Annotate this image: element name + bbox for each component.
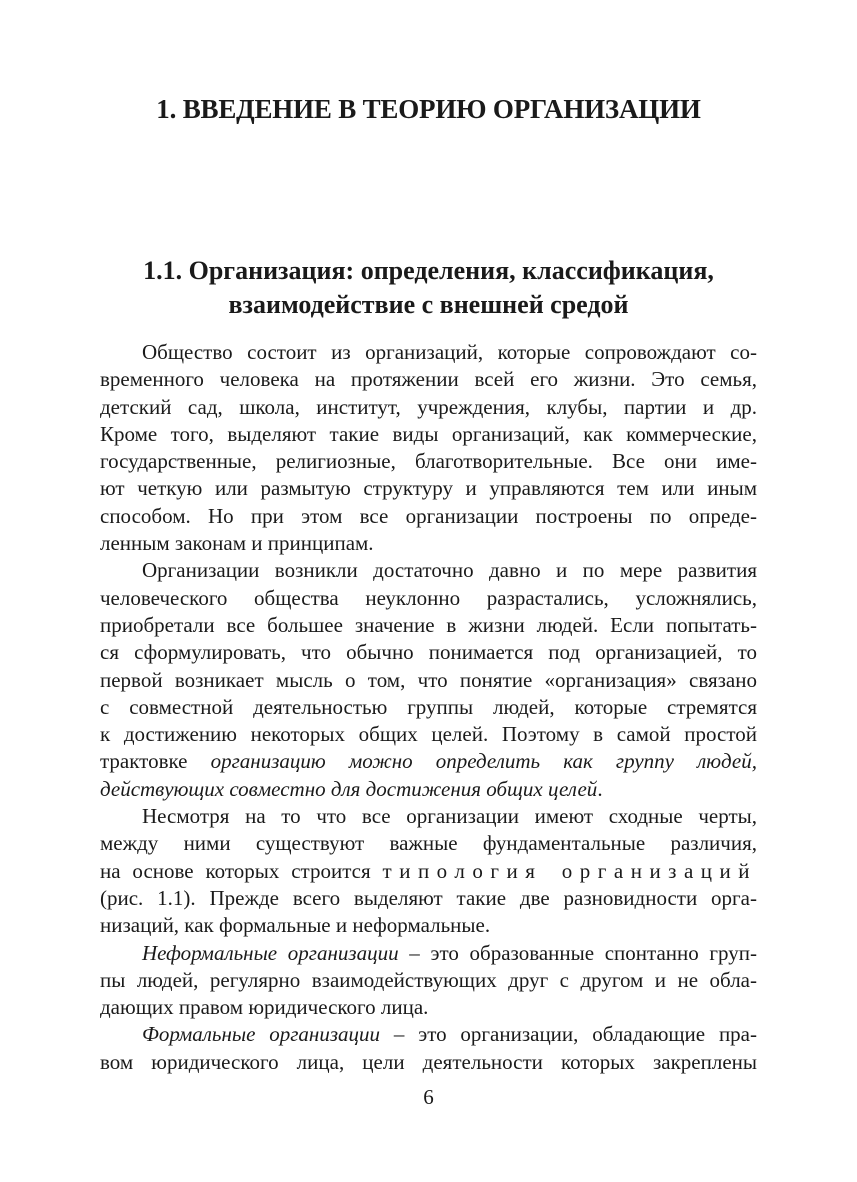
text-run: на основе которых строится <box>100 858 383 883</box>
text-line <box>100 858 757 885</box>
text-line: способом. Но при этом все организации построены по опреде- <box>100 503 757 528</box>
text-line <box>100 748 757 775</box>
text-line: дающих правом юридического лица. <box>100 995 429 1020</box>
text-line: низаций, как формальные и неформальные. <box>100 913 491 938</box>
text-run: – это образованные спонтанно груп- <box>398 940 757 965</box>
text-line <box>100 940 757 967</box>
text-line: Общество состоит из организаций, которые сопровождают со- <box>142 340 757 364</box>
text-line: с совместной деятельностью группы людей, которые стремятся <box>100 694 757 719</box>
text-line: приобретали все большее значение в жизни людей. Если попытать- <box>100 612 757 637</box>
text-run: – это организации, обладающие пра- <box>380 1022 757 1047</box>
text-run: . <box>597 776 603 801</box>
body-text <box>100 339 757 1076</box>
text-run: трактовке <box>100 749 211 774</box>
text-line: первой возникает мысль о том, что понятие «организация» связано <box>100 667 757 692</box>
section-title-line: 1.1. Организация: определения, классификация, <box>143 256 714 285</box>
text-line: детский сад, школа, институт, учреждения, клубы, партии и др. <box>100 394 757 419</box>
text-line: временного человека на протяжении всей его жизни. Это семья, <box>100 367 757 392</box>
text-line: к достижению некоторых общих целей. Поэтому в самой простой <box>100 722 757 747</box>
text-line: государственные, религиозные, благотворительные. Все они име- <box>100 449 757 474</box>
section-title <box>100 254 757 322</box>
text-line: пы людей, регулярно взаимодействующих друг с другом и не обла- <box>100 967 757 992</box>
paragraph-4 <box>100 940 757 1022</box>
chapter-title: 1. ВВЕДЕНИЕ В ТЕОРИЮ ОРГАНИЗАЦИИ <box>156 94 701 124</box>
text-line: Организации возникли достаточно давно и по мере развития <box>142 558 757 583</box>
text-line: Кроме того, выделяют такие виды организаций, как коммерческие, <box>100 421 757 446</box>
paragraph-3 <box>100 803 757 939</box>
paragraph-5 <box>100 1021 757 1076</box>
text-line: вом юридического лица, цели деятельности которых закреплены <box>100 1049 757 1074</box>
page-number: 6 <box>423 1085 434 1109</box>
text-line: между ними существуют важные фундаментальные различия, <box>100 831 757 856</box>
text-line <box>100 776 757 803</box>
text-line: ленным законам и принципам. <box>100 531 374 556</box>
text-line: Несмотря на то что все организации имеют сходные черты, <box>142 804 757 829</box>
text-line: человеческого общества неуклонно разрастались, усложнялись, <box>100 585 757 610</box>
text-line: (рис. 1.1). Прежде всего выделяют такие две разновидности орга- <box>100 885 757 910</box>
text-line: ся сформулировать, что обычно понимается под организацией, то <box>100 640 757 665</box>
paragraph-2 <box>100 557 757 803</box>
section-title-line: взаимодействие с внешней средой <box>228 290 629 319</box>
text-line <box>100 1021 757 1048</box>
definition-emphasis: организацию можно определить как группу людей, <box>210 749 758 774</box>
definition-emphasis: действующих совместно для достижения общих целей <box>100 776 598 801</box>
term-emphasis: Неформальные организации <box>142 940 399 965</box>
paragraph-1 <box>100 339 757 557</box>
spaced-term: типология организаций <box>382 858 758 883</box>
term-emphasis: Формальные организации <box>142 1022 381 1047</box>
text-line: ют четкую или размытую структуру и управляются тем или иным <box>100 476 757 501</box>
